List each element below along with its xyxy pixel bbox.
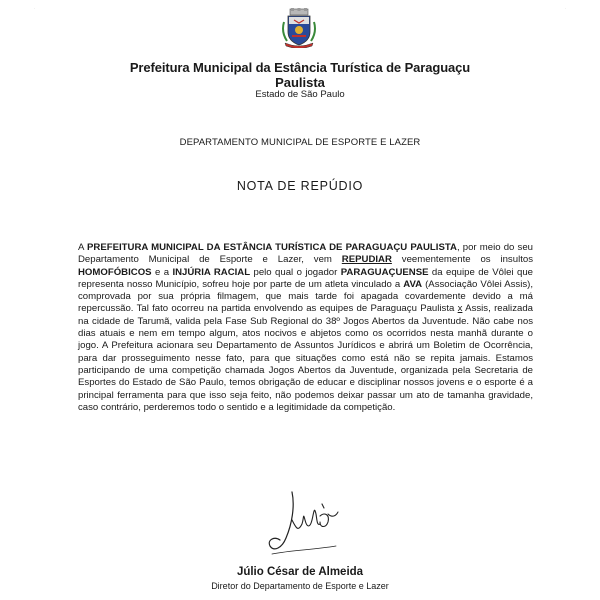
body-text: Assis, realizada na cidade de Tarumã, valida pela Fase Sub Regional do 38º Jogos Abertos da Juventude. Não cabe nos dias atuais e nem em tempo algum, atos nocivos e abjetos como os ocorridos nesta manhã durante o jogo. A Prefeitura acionara seu Departamento de Assuntos Jurídicos e abrirá um Boletim de Ocorrência, para dar prosseguimento nesse fato, para que situações como está não se repita jamais. Estamos participando de uma competição chamada Jogos Abertos da Juventude, organizada pela Secretaria de Esportes do Estado de São Paulo, temos obrigação de educar e disciplinar nossos jovens e o esporte é a principal ferramenta para que isso seja feito, não podemos deixar passar um ato de tamanha gravidade, caso contrário, perderemos todo o sentido e a legitimidade da competição.: [78, 303, 533, 413]
document-title: NOTA DE REPÚDIO: [236, 179, 364, 193]
handwritten-signature: [262, 484, 342, 562]
body-text: (Associação Vôlei Assis), comprovada por sua própria filmagem, que mais tarde foi apagada covardemente devido a má repercussão. Tal fato ocorreu na partida envolvendo as equipes de Paraguaçu Paulista: [78, 278, 533, 315]
body-paragraph: [78, 242, 533, 414]
body-emphasis-ava: AVA: [403, 278, 423, 290]
body-emphasis-injuria-racial: INJÚRIA RACIAL: [172, 266, 251, 278]
body-text: e a: [151, 266, 173, 278]
body-text: da equipe de Vôlei que representa nosso Município, sofreu hoje por parte de um atleta vinculado a: [78, 266, 534, 290]
body-emphasis-versus: x: [457, 303, 463, 315]
body-text: veementemente os insultos: [391, 254, 533, 266]
signer-name: Júlio César de Almeida: [236, 566, 364, 578]
body-emphasis-prefeitura: PREFEITURA MUNICIPAL DA ESTÂNCIA TURÍSTICA DE PARAGUAÇU PAULISTA: [87, 242, 457, 253]
department-name: DEPARTAMENTO MUNICIPAL DE ESPORTE E LAZER: [179, 137, 421, 148]
body-text: A: [78, 242, 88, 253]
corner-mark-right: ·: [564, 6, 566, 11]
body-emphasis-homofobicos: HOMOFÓBICOS: [78, 266, 152, 278]
municipal-coat-of-arms-icon: [281, 8, 317, 48]
corner-mark-left: ·: [34, 6, 36, 11]
signer-role: Diretor do Departamento de Esporte e Lazer: [211, 581, 389, 591]
body-text: pelo qual o jogador: [250, 266, 341, 278]
header-title-line1: Prefeitura Municipal da Estância Turística de Paraguaçu: [129, 60, 471, 75]
body-emphasis-paraguacuense: PARAGUAÇUENSE: [340, 266, 429, 278]
header-state: Estado de São Paulo: [255, 89, 345, 100]
body-text: , por meio do seu Departamento Municipal de Esporte e Lazer, vem: [78, 242, 533, 266]
body-emphasis-repudiar: REPUDIAR: [341, 254, 392, 266]
header-title-line2: Paulista: [275, 75, 325, 90]
